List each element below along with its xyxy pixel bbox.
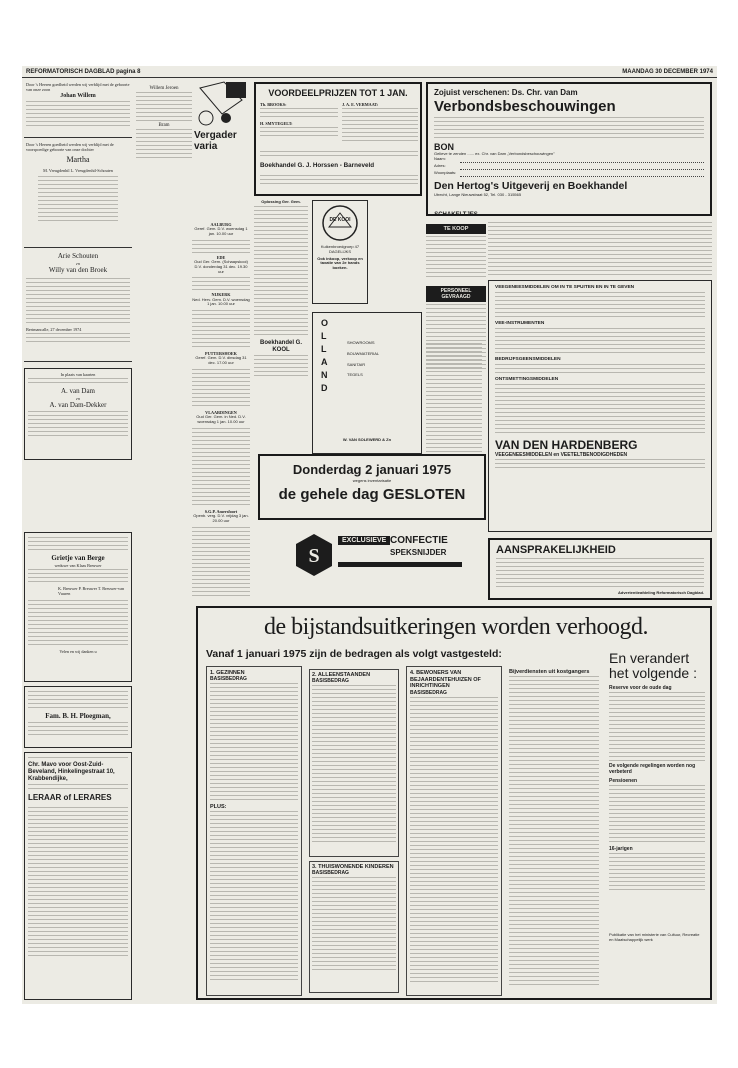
publisher-address: Utrecht, Lange Nieuwstraat 52, Tel. 030 - 315565 (434, 191, 522, 197)
notice-en: en (76, 261, 80, 266)
text-lines (28, 784, 128, 792)
text-lines (495, 384, 705, 434)
block-box (309, 669, 399, 857)
vee-section: VEEGENEESMIDDELEN OM IN TE SPUITEN EN IN TE GEVEN (495, 285, 635, 290)
text-lines (28, 600, 128, 648)
text-lines (38, 176, 118, 224)
kooi-note: Ook inkoop, verkoop en taxatie van 2e hands boeken. (317, 255, 363, 271)
block-sub: BASISBEDRAG (312, 870, 349, 876)
bijstand-col-1 (206, 666, 302, 996)
bijstand-col-5 (606, 648, 708, 996)
kooi-sub: Kuikenbroedgroep 47 DAGELIJKS (320, 244, 360, 254)
text-lines (192, 277, 250, 291)
text-lines (342, 108, 418, 142)
text-lines (495, 364, 705, 376)
text-lines (192, 527, 250, 597)
block-sub: BASISBEDRAG (210, 676, 247, 682)
aansprakelijkheid-ad (488, 538, 712, 600)
bon-field (434, 164, 704, 171)
text-lines (609, 785, 705, 845)
voordeel-item: J. A. E. VERMAAT: (342, 102, 379, 107)
block-head (410, 670, 498, 690)
logo-shape-3 (199, 111, 213, 125)
voordeel-right (342, 102, 418, 143)
notice-date: Bertmancalle, 27 december 1974 (26, 327, 82, 333)
bon-field-label: Naam: (434, 155, 446, 161)
church-detail: Geref. Gem. D.V. woensdag 1 jan. 10.00 uur (194, 226, 248, 236)
text-lines (426, 343, 482, 453)
text-lines (496, 558, 704, 590)
text-lines (28, 378, 128, 386)
bon-field-line[interactable] (460, 172, 704, 177)
text-lines (210, 683, 298, 803)
block-box (309, 861, 399, 993)
text-lines (609, 853, 705, 893)
notice-close: Velen en wij danken u (59, 648, 97, 654)
confectie-logo-1: EXCLUSIEVE (338, 536, 390, 545)
block-num: 1. (210, 670, 215, 676)
text-lines (254, 206, 308, 336)
church-item (192, 292, 250, 307)
te-koop-banner: TE KOOP (426, 224, 486, 234)
bijstand-footer: Publikatie van het ministerie van Cultuur, Recreatie en Maatschappelijk werk (609, 932, 700, 942)
church-detail: Oud Ger. Gem. (Schaapskooi) D.V. donderdag 31 dec. 19.30 uur (194, 259, 248, 274)
text-lines (434, 117, 704, 141)
olland-line: TEGELS (347, 372, 363, 378)
verbonds-ad (426, 82, 712, 216)
church-place: EDE (216, 254, 226, 260)
text-lines (192, 240, 250, 254)
classified-right (488, 218, 712, 278)
text-lines (192, 310, 250, 350)
voordeel-title: VOORDEELPRIJZEN TOT 1 JAN. (268, 88, 408, 98)
church-detail: Ned. Herv. Gem. D.V. woensdag 1 jan. 10.00 uur (192, 296, 250, 307)
text-lines (410, 697, 498, 983)
column-left (24, 80, 132, 1000)
classifieds-column (426, 342, 482, 462)
de-kooi-ad (312, 200, 368, 304)
olland-ad (312, 312, 422, 454)
vee-section: BEDRIJFSGEENSMIDDELEN (495, 357, 561, 362)
vee-brand-sub: VEEGENEESMIDDELEN en VEETELTBENODIGDHEDEN (495, 452, 628, 458)
newspaper-page (22, 66, 717, 1004)
bon-field (434, 157, 704, 164)
text-lines (312, 877, 396, 973)
text-lines (426, 236, 486, 280)
text-lines (136, 92, 192, 122)
block-title: THUISWONENDE KINDEREN (318, 864, 394, 870)
hardenberg-ad (488, 280, 712, 532)
right-section: De volgende regelingen worden nog verbeterd (609, 763, 696, 775)
olland-title: OLLAND (321, 318, 329, 393)
page-header (22, 66, 717, 78)
text-lines (495, 328, 705, 356)
text-lines (26, 333, 130, 345)
vergader-varia (192, 80, 248, 220)
text-lines (28, 691, 128, 711)
olland-line: SHOWROOMS (347, 340, 375, 345)
notice-name: Fam. B. H. Ploegman, (45, 712, 111, 720)
confectie-logo-2: CONFECTIE (390, 535, 448, 546)
church-item (192, 509, 250, 524)
text-lines (136, 129, 192, 159)
block-num: 3. (312, 864, 317, 870)
verbonds-kicker: Zojuist verschenen: Ds. Chr. van Dam (434, 88, 578, 97)
block-title: GEZINNEN (216, 670, 245, 676)
aanspr-title: AANSPRAKELIJKHEID (496, 544, 616, 556)
text-lines (495, 292, 705, 320)
block-num: 2. (312, 672, 317, 678)
text-lines (28, 569, 128, 585)
text-lines (26, 278, 130, 326)
text-lines (254, 355, 308, 379)
church-detail: Openb. verg. D.V. vrijdag 3 jan. 20.00 uur (193, 512, 249, 523)
voordeel-item: Th. BROOKS: (260, 102, 287, 107)
church-item (192, 255, 250, 275)
notice-signature: K. Breuwer P. Breuwer T. Breuwer-van Vuuren (58, 586, 125, 597)
text-lines (509, 676, 599, 986)
birth-notice-johan (24, 80, 132, 138)
gesloten-ad (258, 454, 486, 520)
job-ad-mavo (24, 752, 132, 1000)
thanks-notice (24, 686, 132, 748)
text-lines (495, 459, 705, 471)
notice-name: Grietje van Berge (51, 554, 105, 562)
obituary-notice (24, 532, 132, 682)
column-second (136, 80, 192, 210)
notice-name: Willem Jeroen (149, 86, 179, 91)
bijstand-ad (196, 606, 712, 1000)
notice-name-a: Arie Schouten (57, 252, 99, 260)
church-item (192, 410, 250, 425)
oplossing-column (254, 200, 308, 450)
text-lines (28, 757, 128, 761)
notice-name-b: A. van Dam-Dekker (49, 401, 107, 410)
bon-field-label: Adres: (434, 162, 446, 168)
notice-text: Door 's Heeren goedheid werden wij verblijd met de voorspoedige geboorte van onze dochter (26, 142, 114, 153)
confectie-ad (294, 530, 466, 584)
notice-signature: M. Vreugdenhil L. Vreugdenhil-Schouten (43, 168, 113, 174)
block-title: ALLEENSTAANDEN (317, 672, 371, 678)
notice-sub: weduwe van Klaas Breuwer (54, 563, 102, 568)
vee-brand: VAN DEN HARDENBERG (495, 438, 638, 452)
schakeltjes-title: SCHAKELTJES (434, 212, 478, 218)
block-sub: BASISBEDRAG (312, 678, 349, 684)
verbonds-title: Verbondsbeschouwingen (434, 98, 616, 115)
text-lines (28, 537, 128, 553)
voordeel-shop: Boekhandel G. J. Horssen - Barneveld (260, 162, 375, 169)
vergader-title: Vergader varia (194, 130, 237, 152)
church-place: PUTTERSHOEK (205, 351, 237, 357)
notice-name: Martha (66, 155, 90, 165)
text-lines (28, 411, 128, 439)
job-ad-title: LERAAR of LERARES (28, 793, 112, 802)
confectie-emblem (294, 532, 334, 578)
wedding-notice (24, 368, 132, 460)
personeel-banner: PERSONEEL GEVRAAGD (426, 286, 486, 302)
church-item (192, 351, 250, 366)
bijstand-col-3 (406, 666, 502, 996)
bijstand-sub: Vanaf 1 januari 1975 zijn de bedragen als volgt vastgesteld: (206, 648, 502, 660)
notice-name: Johan Willem (60, 93, 96, 100)
vee-section: ONTSMETTINGSMIDDELEN (495, 377, 559, 382)
svg-text:S: S (308, 545, 320, 567)
vee-section: VEE-INSTRUMENTEN (495, 321, 545, 326)
text-lines (260, 127, 338, 139)
text-lines (28, 722, 128, 738)
confectie-logo-3: SPEKSNIJDER (390, 548, 447, 557)
bon-field-line[interactable] (460, 158, 704, 163)
oplossing-title: Oplossing Ger. Gem. (261, 200, 301, 204)
olland-name: W. VAN SOLEWERD & Zn (342, 437, 392, 443)
bon-line: Gelieve te zenden ...... ex. Chr. van Dam „Verbondsbeschouwingen" (434, 151, 555, 156)
church-place: AALBURG (210, 222, 232, 227)
voordeelprijzen-ad (254, 82, 422, 196)
olland-list (347, 341, 379, 378)
kosten-title: Bijverdiensten uit kostgangers (509, 669, 590, 675)
gesloten-date: Donderdag 2 januari 1975 (292, 462, 452, 477)
text-lines (609, 692, 705, 762)
publisher-name: Den Hertog's Uitgeverij en Boekhandel (434, 179, 628, 192)
notice-name: Bram (158, 123, 170, 129)
confectie-underline (338, 562, 462, 567)
header-left: REFORMATORISCH DAGBLAD pagina 8 (26, 69, 141, 75)
bon-title: BON (434, 142, 454, 152)
aanspr-footer: Advertentieafdeling Reformatorisch Dagblad. (617, 590, 704, 595)
church-place: NIJKERK (211, 292, 231, 298)
block-title: BEWONERS VAN BEJAARDENTEHUIZEN OF INRICHTINGEN (410, 670, 481, 689)
olland-line: BOUWMATERIAL (347, 350, 380, 356)
engagement-notice (24, 250, 132, 362)
bon-field-line[interactable] (460, 165, 704, 170)
job-ad-head: Chr. Mavo voor Oost-Zuid-Beveland, Hinkelingestraat 10, Krabbendijke, (28, 762, 115, 782)
bijstand-headline: de bijstandsuitkeringen worden verhoogd. (264, 614, 648, 640)
right-section: Reserve voor de oude dag (609, 685, 672, 691)
text-lines (488, 222, 712, 278)
right-section: 16-jarigen (609, 846, 633, 852)
birth-notice-martha (24, 140, 132, 248)
gesloten-reason: wegens inventarisatie (352, 478, 392, 483)
notice-text: Door 's Heeren goedheid werden wij verblijd met de geboorte van onze zoon (26, 82, 130, 93)
text-lines (26, 101, 130, 127)
gesloten-closed: de gehele dag GESLOTEN (278, 485, 466, 503)
kooi-logo: DE KOOI (329, 217, 351, 223)
text-lines (260, 108, 338, 120)
block-num: 4. (410, 670, 415, 676)
block-sub: BASISBEDRAG (410, 689, 447, 696)
text-lines (260, 151, 418, 159)
block-plus: PLUS: (210, 804, 227, 810)
right-title: En verandert het volgende : (609, 650, 697, 681)
church-detail: Oud Ger. Gem. in Ned. D.V. woensdag 1 jan. 10.00 uur (196, 414, 246, 424)
text-lines (260, 175, 418, 187)
logo-shape-2 (226, 82, 246, 98)
voordeel-item: H. SMYTEGELT: (260, 121, 293, 127)
kooi-emblem (315, 203, 365, 243)
text-lines (28, 807, 128, 957)
notice-name-b: Willy van den Broek (48, 266, 108, 275)
church-place: S.G.P. Amersfoort (204, 508, 238, 514)
notice-head: In plaats van kaarten (60, 372, 96, 377)
text-lines (312, 685, 396, 845)
church-place: VLAARDINGEN (205, 409, 237, 415)
bon-field-label: Woonplaats: (434, 169, 457, 175)
bijstand-col-4 (506, 666, 602, 996)
logo-shape-4 (221, 113, 231, 123)
text-lines (192, 369, 250, 409)
church-detail: Geref. Gem. D.V. dinsdag 31 dec. 17.00 uur (195, 355, 247, 366)
right-section: Pensioenen (609, 778, 638, 784)
bon-field (434, 171, 704, 178)
text-lines (210, 811, 298, 981)
voordeel-left (260, 102, 338, 140)
kool-shop: Boekhandel G. KOOL (259, 339, 302, 353)
notice-en: en (76, 396, 80, 402)
header-right: MAANDAG 30 DECEMBER 1974 (622, 69, 713, 75)
text-lines (192, 428, 250, 508)
church-item (192, 222, 250, 237)
olland-line: SANITAIR (347, 361, 366, 367)
bijstand-col-2 (306, 666, 402, 996)
notice-name-a: A. van Dam (60, 387, 96, 396)
